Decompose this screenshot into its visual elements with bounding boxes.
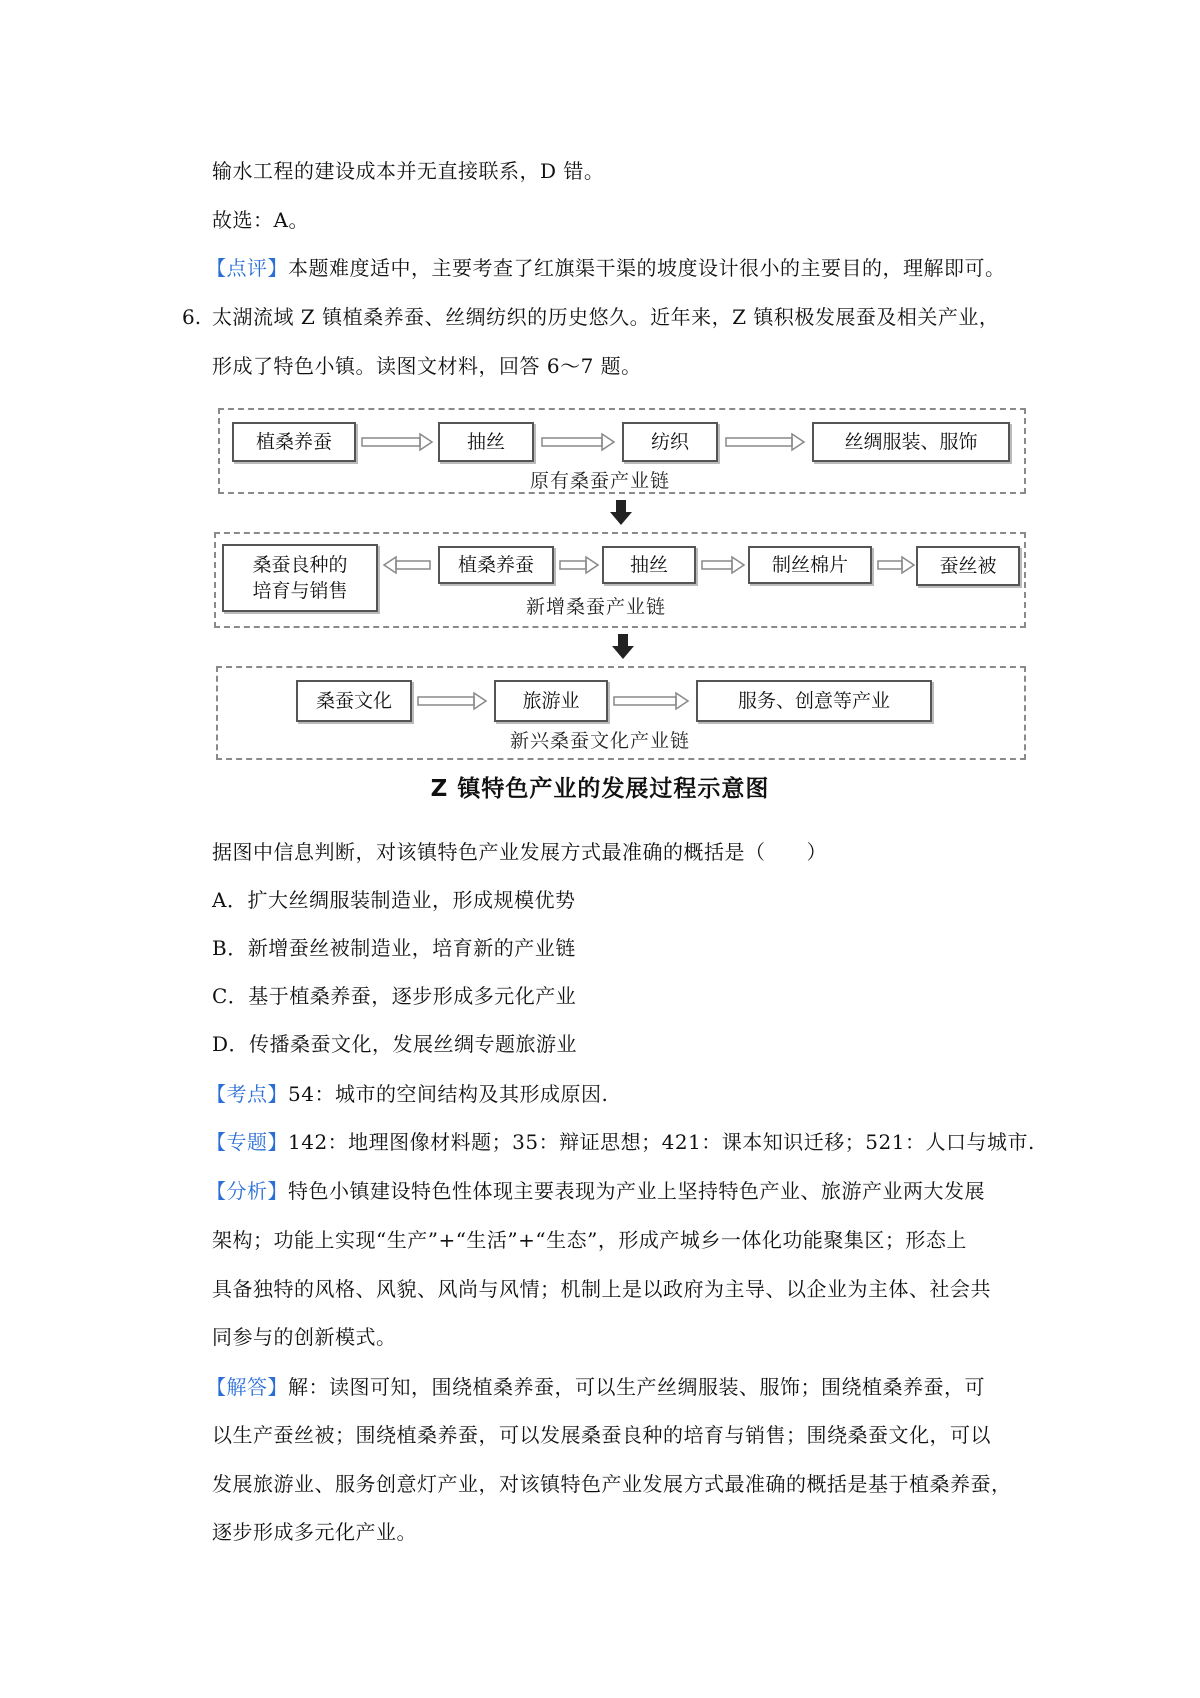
chain1-box-2: 抽丝 <box>438 422 534 462</box>
down-arrow-icon <box>610 500 632 526</box>
hollow-arrow-left-icon <box>382 555 434 575</box>
hollow-arrow-icon <box>360 432 436 452</box>
chain2-box-3: 抽丝 <box>602 546 696 584</box>
question-stem-line-2: 形成了特色小镇。读图文材料，回答 6～7 题。 <box>212 354 642 378</box>
chain2-box-4: 制丝棉片 <box>748 546 872 584</box>
hollow-arrow-icon <box>540 432 618 452</box>
fenxi-text-1: 特色小镇建设特色性体现主要表现为产业上坚持特色产业、旅游产业两大发展 <box>288 1179 985 1203</box>
question-prompt: 据图中信息判断，对该镇特色产业发展方式最准确的概括是（ ） <box>212 840 827 864</box>
question-number: 6. <box>182 305 202 329</box>
chain3-label: 新兴桑蚕文化产业链 <box>510 730 691 752</box>
chain1-box-1: 植桑养蚕 <box>232 422 356 462</box>
option-b: B．新增蚕丝被制造业，培育新的产业链 <box>212 936 576 960</box>
chain3-box-1: 桑蚕文化 <box>296 680 412 722</box>
hollow-arrow-icon <box>700 555 746 575</box>
jieda-text-1: 解：读图可知，围绕植桑养蚕，可以生产丝绸服装、服饰；围绕植桑养蚕，可 <box>288 1375 985 1399</box>
chain2-box-1: 桑蚕良种的 培育与销售 <box>222 544 378 612</box>
chain3-box-2: 旅游业 <box>494 680 608 722</box>
chain1-label: 原有桑蚕产业链 <box>530 470 671 492</box>
chain2-box-2: 植桑养蚕 <box>438 546 554 584</box>
jieda-tag: 【解答】 <box>206 1375 288 1399</box>
prev-comment <box>206 254 1006 282</box>
question-stem-line-1: 太湖流域 Z 镇植桑养蚕、丝绸纺织的历史悠久。近年来，Z 镇积极发展蚕及相关产业， <box>212 305 1000 329</box>
kaodian-line <box>206 1080 608 1108</box>
fenxi-line-4: 同参与的创新模式。 <box>212 1325 397 1349</box>
diagram-caption: Z 镇特色产业的发展过程示意图 <box>430 776 770 802</box>
fenxi-line-3: 具备独特的风格、风貌、风尚与风情；机制上是以政府为主导、以企业为主体、社会共 <box>212 1277 991 1301</box>
fenxi-line-1 <box>206 1177 985 1205</box>
comment-tag: 【点评】 <box>206 256 288 280</box>
jieda-line-4: 逐步形成多元化产业。 <box>212 1520 417 1544</box>
chain2-box-5: 蚕丝被 <box>916 546 1020 586</box>
down-arrow-icon <box>612 634 634 660</box>
kaodian-text: 54：城市的空间结构及其形成原因. <box>288 1082 609 1106</box>
hollow-arrow-icon <box>724 432 808 452</box>
chain1-box-3: 纺织 <box>622 422 718 462</box>
comment-text: 本题难度适中，主要考查了红旗渠干渠的坡度设计很小的主要目的，理解即可。 <box>288 256 1006 280</box>
hollow-arrow-icon <box>612 691 692 711</box>
hollow-arrow-icon <box>558 555 600 575</box>
industry-chain-diagram <box>210 394 1032 764</box>
fenxi-tag: 【分析】 <box>206 1179 288 1203</box>
kaodian-tag: 【考点】 <box>206 1082 288 1106</box>
chain1-box-4: 丝绸服装、服饰 <box>812 422 1010 462</box>
option-c: C．基于植桑养蚕，逐步形成多元化产业 <box>212 984 577 1008</box>
chain3-box-3: 服务、创意等产业 <box>696 680 932 722</box>
zhuanti-text: 142：地理图像材料题；35：辩证思想；421：课本知识迁移；521：人口与城市. <box>288 1130 1035 1154</box>
jieda-line-2: 以生产蚕丝被；围绕植桑养蚕，可以发展桑蚕良种的培育与销售；围绕桑蚕文化，可以 <box>212 1423 991 1447</box>
jieda-line-3: 发展旅游业、服务创意灯产业，对该镇特色产业发展方式最准确的概括是基于植桑养蚕， <box>212 1472 1012 1496</box>
zhuanti-tag: 【专题】 <box>206 1130 288 1154</box>
hollow-arrow-icon <box>416 691 490 711</box>
zhuanti-line <box>206 1128 1035 1156</box>
prev-explanation-line: 输水工程的建设成本并无直接联系，D 错。 <box>212 159 605 183</box>
hollow-arrow-icon <box>876 555 916 575</box>
jieda-line-1 <box>206 1373 985 1401</box>
prev-answer: 故选：A。 <box>212 208 309 232</box>
fenxi-line-2: 架构；功能上实现“生产”+“生活”+“生态”，形成产城乡一体化功能聚集区；形态上 <box>212 1228 967 1252</box>
option-d: D．传播桑蚕文化，发展丝绸专题旅游业 <box>212 1032 578 1056</box>
option-a: A．扩大丝绸服装制造业，形成规模优势 <box>212 888 576 912</box>
chain2-label: 新增桑蚕产业链 <box>526 596 667 618</box>
